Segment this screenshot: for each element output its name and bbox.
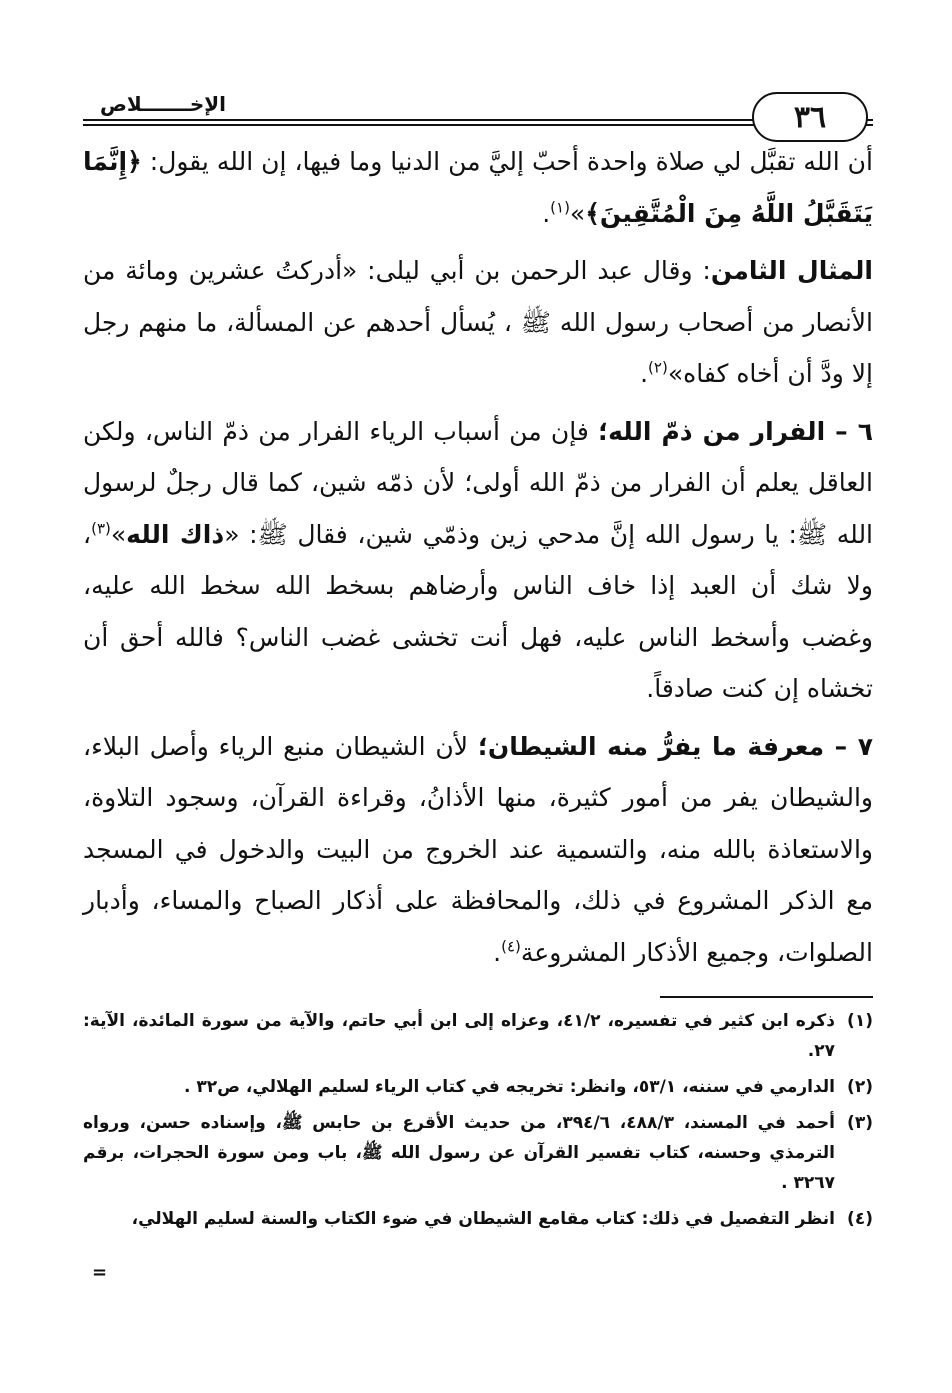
footnote-text: الدارمي في سننه، ٥٣/١، وانظر: تخريجه في كتاب الرياء لسليم الهلالي، ص٣٢ . xyxy=(183,1077,835,1097)
paragraph-2: المثال الثامن: وقال عبد الرحمن بن أبي ليلى: «أدركتُ عشرين ومائة من الأنصار من أصحاب رسول الله ﷺ ، يُسأل أحدهم عن المسألة، ما منهم رجل إلا ودَّ أن أخاه كفاه»$^{(٢)}$. xyxy=(83,256,873,388)
footnote-text: انظر التفصيل في ذلك: كتاب مقامع الشيطان في ضوء الكتاب والسنة لسليم الهلالي، xyxy=(131,1209,835,1229)
footnote-2 xyxy=(83,1072,873,1102)
main-text xyxy=(83,136,873,984)
footnotes xyxy=(83,1006,873,1240)
paragraph-heading: ٦ – الفرار من ذمّ الله؛ xyxy=(598,416,873,446)
footnote-3 xyxy=(83,1108,873,1198)
hadith-quote: ذاك الله xyxy=(126,519,225,549)
footnote-number: (٢) xyxy=(847,1077,873,1097)
footnote-ref-4: (٤) xyxy=(501,937,521,956)
paragraph-3: ٦ – الفرار من ذمّ الله؛ فإن من أسباب الرياء الفرار من ذمّ الناس، ولكن العاقل يعلم أن الفرار من ذمّ الله أولى؛ لأن ذمّه شين، كما قال رجلٌ لرسول الله ﷺ: يا رسول الله إنَّ مدحي زين وذمّي شين، فقال ﷺ: «ذاك الله»$^{(٣)}$، ولا شك أن العبد إذا خاف الناس وأرضاهم بسخط الله سخط الله عليه، وغضب وأسخط الناس عليه، فهل أنت تخشى غضب الناس؟ فالله أحق أن تخشاه إن كنت صادقاً. xyxy=(83,416,874,703)
continuation-mark: = xyxy=(92,1262,108,1283)
footnote-ref-2: (٢) xyxy=(648,358,668,377)
footnote-ref-3: (٣) xyxy=(91,519,111,538)
footnote-number: (١) xyxy=(847,1011,873,1031)
paragraph-heading: ٧ – معرفة ما يفرُّ منه الشيطان؛ xyxy=(477,731,873,761)
footnote-text: ذكره ابن كثير في تفسيره، ٤١/٢، وعزاه إلى ابن أبي حاتم، والآية من سورة المائدة، الآية: ٢٧. xyxy=(83,1011,836,1061)
footnote-number: (٣) xyxy=(847,1113,873,1133)
footnote-number: (٤) xyxy=(847,1209,873,1229)
paragraph-heading: المثال الثامن xyxy=(710,256,873,285)
paragraph-4: ٧ – معرفة ما يفرُّ منه الشيطان؛ لأن الشيطان منبع الرياء وأصل البلاء، والشيطان يفر من أمور كثيرة، منها الأذانُ، وقراءة القرآن، وسجود التلاوة، والاستعاذة بالله منه، والتسمية عند الخروج من البيت والدخول في المسجد مع الذكر المشروع في ذلك، والمحافظة على أذكار الصباح والمساء، وأدبار الصلوات، وجميع الأذكار المشروعة$^{(٤)}$. xyxy=(83,731,873,967)
footnote-text: أحمد في المسند، ٤٨٨/٣، ٣٩٤/٦، من حديث الأقرع بن حابس ﷺ، وإسناده حسن، ورواه الترمذي وحسنه، كتاب تفسير القرآن عن رسول الله ﷺ، باب ومن سورة الحجرات، برقم ٣٢٦٧ . xyxy=(83,1113,835,1193)
footnote-1 xyxy=(83,1006,873,1066)
paragraph-1: أن الله تقبَّل لي صلاة واحدة أحبّ إليَّ من الدنيا وما فيها، إن الله يقول: ﴿إِنَّمَا يَتَقَبَّلُ اللَّهُ مِنَ الْمُتَّقِينَ﴾»$^{(١)}$. xyxy=(83,147,873,228)
footnote-separator xyxy=(660,996,873,998)
page-number: ٣٦ xyxy=(752,92,868,142)
quran-verse: ﴿إِنَّمَا يَتَقَبَّلُ اللَّهُ مِنَ الْمُتَّقِينَ﴾ xyxy=(83,147,873,228)
running-title: الإخـــــــلاص xyxy=(99,92,227,116)
footnote-4 xyxy=(83,1204,873,1234)
footnote-ref-1: (١) xyxy=(550,198,570,217)
